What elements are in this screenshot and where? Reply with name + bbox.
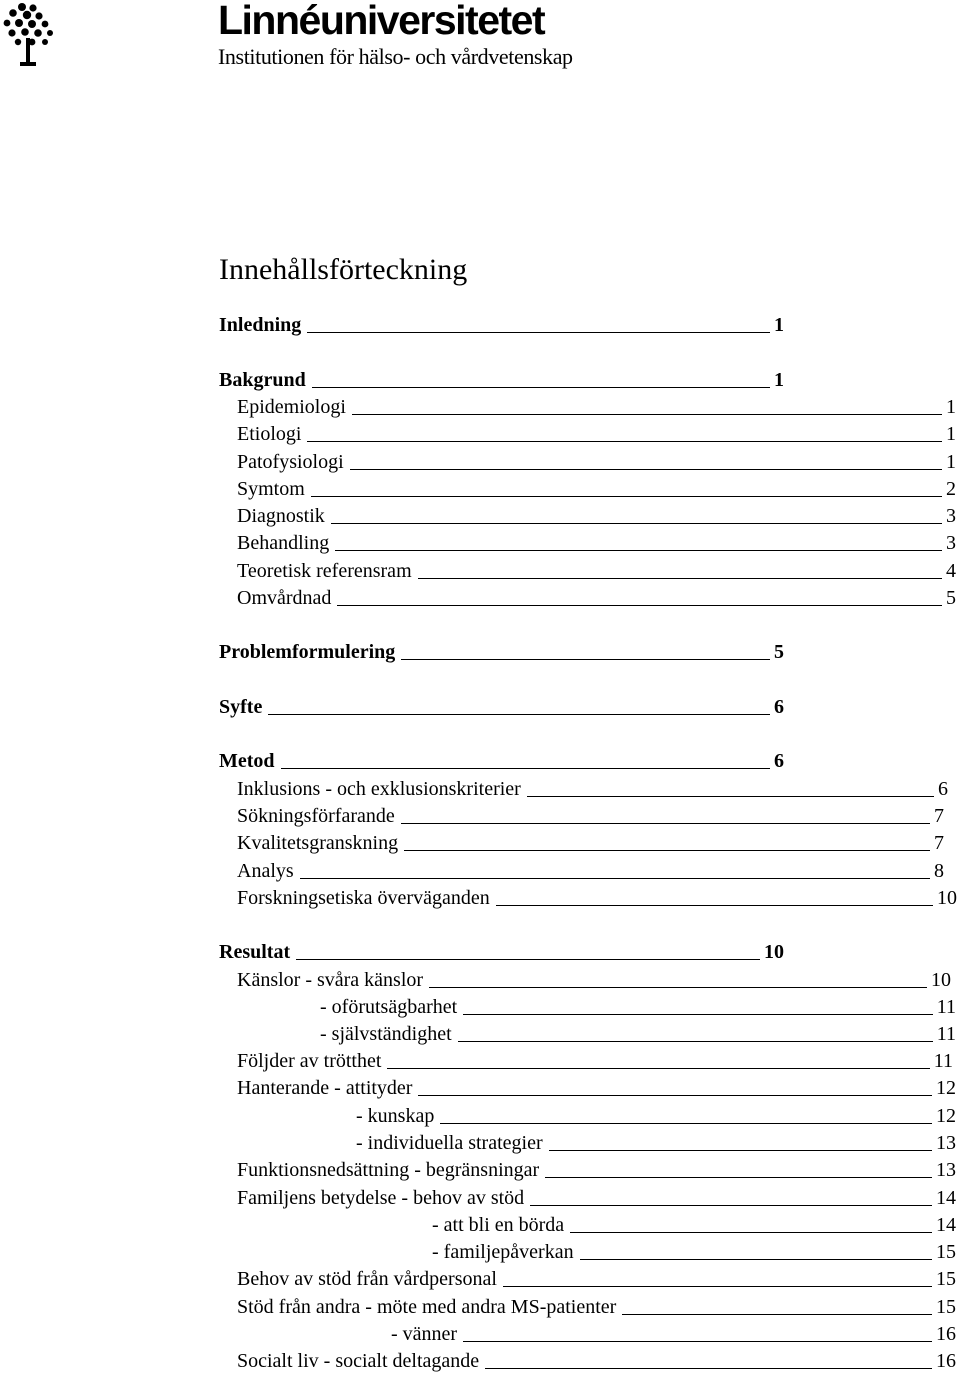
- toc-entry-page: 3: [946, 532, 956, 554]
- toc-entry-page: 8: [934, 860, 944, 882]
- toc-entry: [432, 1213, 956, 1237]
- toc-entry-page: 7: [934, 832, 944, 854]
- toc-entry-label: - oförutsägbarhet: [320, 996, 458, 1018]
- toc-entry: [237, 1295, 956, 1319]
- toc-entry-label: Sökningsförfarande: [237, 805, 395, 827]
- toc-entry: [237, 1076, 956, 1100]
- toc-entry-label: Behov av stöd från vårdpersonal: [237, 1268, 497, 1290]
- toc-leader-line: [300, 878, 930, 879]
- toc-entry-page: 6: [774, 696, 784, 718]
- toc-entry-label: Metod: [219, 750, 275, 772]
- toc-entry-page: 13: [936, 1132, 956, 1154]
- toc-leader-line: [337, 605, 942, 606]
- toc-leader-line: [580, 1259, 932, 1260]
- toc-entry-label: - självständighet: [320, 1023, 452, 1045]
- toc-entry-label: - vänner: [391, 1323, 458, 1345]
- toc-entry-label: - att bli en börda: [432, 1214, 565, 1236]
- toc-entry-label: Epidemiologi: [237, 396, 346, 418]
- toc-leader-line: [527, 796, 934, 797]
- toc-entry-label: Etiologi: [237, 423, 302, 445]
- toc-entry-page: 5: [946, 587, 956, 609]
- toc-entry-label: Diagnostik: [237, 505, 325, 527]
- toc-entry-label: Analys: [237, 860, 294, 882]
- toc-entry: [219, 313, 784, 337]
- toc-entry: [237, 531, 956, 555]
- toc-leader-line: [545, 1177, 932, 1178]
- toc-entry-label: Forskningsetiska överväganden: [237, 887, 490, 909]
- toc-leader-line: [485, 1368, 932, 1369]
- toc-leader-line: [268, 714, 770, 715]
- toc-entry: [219, 749, 784, 773]
- toc-entry-label: Stöd från andra - möte med andra MS-patienter: [237, 1296, 617, 1318]
- toc-leader-line: [418, 1095, 932, 1096]
- toc-entry: [237, 968, 951, 992]
- toc-entry-label: Patofysiologi: [237, 451, 344, 473]
- toc-entry-page: 7: [934, 805, 944, 827]
- toc-entry-page: 3: [946, 505, 956, 527]
- toc-leader-line: [549, 1150, 932, 1151]
- toc-entry-page: 1: [946, 451, 956, 473]
- toc-leader-line: [387, 1068, 929, 1069]
- toc-entry-page: 15: [936, 1241, 956, 1263]
- toc-entry-page: 10: [931, 969, 951, 991]
- toc-leader-line: [503, 1286, 932, 1287]
- toc-leader-line: [307, 441, 942, 442]
- toc-entry-label: Problemformulering: [219, 641, 396, 663]
- toc-entry: [219, 640, 784, 664]
- toc-entry-label: Familjens betydelse - behov av stöd: [237, 1187, 525, 1209]
- toc-entry: [237, 1158, 956, 1182]
- toc-entry-page: 5: [774, 641, 784, 663]
- toc-leader-line: [570, 1232, 932, 1233]
- toc-leader-line: [463, 1014, 933, 1015]
- toc-entry-page: 16: [936, 1323, 956, 1345]
- toc-leader-line: [496, 905, 933, 906]
- toc-leader-line: [401, 659, 770, 660]
- toc-leader-line: [352, 414, 942, 415]
- toc-leader-line: [440, 1123, 932, 1124]
- toc-leader-line: [335, 550, 942, 551]
- toc-leader-line: [307, 332, 770, 333]
- brand-wordmark: Linnéuniversitetet: [218, 0, 545, 43]
- toc-entry-page: 4: [946, 560, 956, 582]
- toc-leader-line: [312, 387, 770, 388]
- toc-entry-page: 14: [936, 1187, 956, 1209]
- toc-entry: [320, 1022, 956, 1046]
- toc-entry: [432, 1240, 956, 1264]
- toc-entry: [237, 804, 944, 828]
- toc-entry: [237, 395, 956, 419]
- toc-entry-page: 1: [774, 369, 784, 391]
- toc-entry: [237, 859, 944, 883]
- toc-entry: [237, 1049, 953, 1073]
- toc-entry-label: Teoretisk referensram: [237, 560, 412, 582]
- toc-entry-page: 14: [936, 1214, 956, 1236]
- toc-entry-page: 1: [946, 423, 956, 445]
- toc-entry: [237, 504, 956, 528]
- toc-entry: [237, 559, 956, 583]
- toc-leader-line: [296, 959, 760, 960]
- toc-entry-page: 16: [936, 1350, 956, 1372]
- toc-entry: [219, 368, 784, 392]
- toc-entry: [237, 1186, 956, 1210]
- toc-entry-page: 1: [774, 314, 784, 336]
- toc-entry-label: Resultat: [219, 941, 291, 963]
- toc-entry-label: Inklusions - och exklusionskriterier: [237, 778, 521, 800]
- toc-entry: [237, 886, 957, 910]
- department-name: Institutionen för hälso- och vårdvetenskap: [218, 44, 573, 69]
- toc-entry: [391, 1322, 956, 1346]
- toc-leader-line: [458, 1041, 933, 1042]
- toc-entry-label: - kunskap: [356, 1105, 435, 1127]
- toc-entry-label: Syfte: [219, 696, 263, 718]
- toc-entry: [356, 1131, 956, 1155]
- toc-entry: [219, 940, 784, 964]
- toc-entry-page: 11: [936, 1023, 956, 1045]
- toc-leader-line: [311, 496, 942, 497]
- toc-entry-label: Hanterande - attityder: [237, 1077, 413, 1099]
- toc-entry: [237, 586, 956, 610]
- toc-entry-page: 15: [936, 1296, 956, 1318]
- toc-entry-page: 10: [764, 941, 784, 963]
- toc-entry-page: 11: [936, 996, 956, 1018]
- toc-entry-label: Känslor - svåra känslor: [237, 969, 424, 991]
- toc-entry: [237, 1267, 956, 1291]
- toc-leader-line: [350, 469, 942, 470]
- toc-entry: [320, 995, 956, 1019]
- toc-leader-line: [429, 987, 927, 988]
- toc-entry-label: Behandling: [237, 532, 330, 554]
- toc-entry: [237, 477, 956, 501]
- toc-entry: [356, 1104, 956, 1128]
- toc-entry-page: 10: [937, 887, 957, 909]
- toc-entry-label: Funktionsnedsättning - begränsningar: [237, 1159, 540, 1181]
- toc-entry: [237, 831, 944, 855]
- toc-entry-label: - individuella strategier: [356, 1132, 543, 1154]
- toc-entry: [237, 450, 956, 474]
- toc-entry: [237, 1349, 956, 1373]
- toc-entry-label: Kvalitetsgranskning: [237, 832, 399, 854]
- toc-leader-line: [281, 768, 770, 769]
- toc-leader-line: [530, 1205, 932, 1206]
- toc-leader-line: [418, 578, 942, 579]
- toc-entry: [219, 695, 784, 719]
- toc-entry-page: 2: [946, 478, 956, 500]
- toc-entry-page: 12: [936, 1077, 956, 1099]
- toc-leader-line: [401, 823, 930, 824]
- toc-entry-label: Följder av trötthet: [237, 1050, 382, 1072]
- toc-leader-line: [404, 850, 930, 851]
- toc-entry: [237, 422, 956, 446]
- toc-entry-page: 11: [933, 1050, 953, 1072]
- toc-entry-page: 6: [938, 778, 948, 800]
- toc-leader-line: [622, 1314, 932, 1315]
- toc-entry-label: Inledning: [219, 314, 302, 336]
- toc-entry: [237, 777, 948, 801]
- toc-entry-page: 1: [946, 396, 956, 418]
- toc-entry-label: Bakgrund: [219, 369, 306, 391]
- toc-title: Innehållsförteckning: [219, 253, 468, 286]
- toc-leader-line: [331, 523, 942, 524]
- toc-entry-label: - familjepåverkan: [432, 1241, 574, 1263]
- toc-entry-page: 12: [936, 1105, 956, 1127]
- toc-entry-page: 13: [936, 1159, 956, 1181]
- toc-leader-line: [463, 1341, 932, 1342]
- toc-entry-label: Socialt liv - socialt deltagande: [237, 1350, 480, 1372]
- tree-logo-icon: [2, 2, 56, 68]
- toc-entry-page: 15: [936, 1268, 956, 1290]
- toc-entry-label: Symtom: [237, 478, 305, 500]
- toc-entry-page: 6: [774, 750, 784, 772]
- toc-entry-label: Omvårdnad: [237, 587, 332, 609]
